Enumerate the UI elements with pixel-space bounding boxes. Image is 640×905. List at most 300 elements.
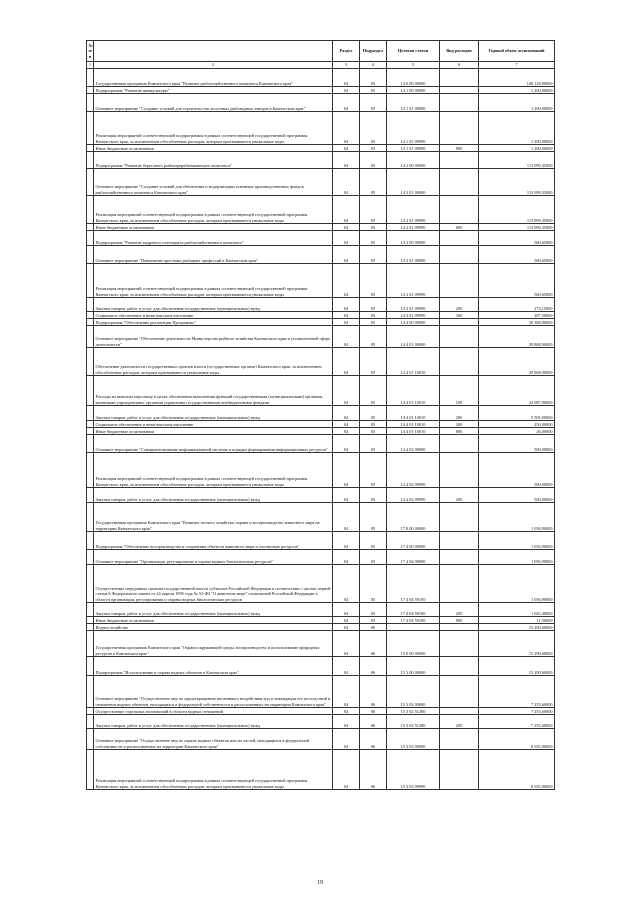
cell-razdel: 04 <box>333 550 360 565</box>
cell-amount: 29 868,90000 <box>479 348 555 376</box>
cell-csr: 14 3 00 00000 <box>387 231 440 246</box>
cell-amount: 250,00000 <box>479 421 555 428</box>
cell-num <box>87 69 94 87</box>
cell-name: Основное мероприятие "Повышение престижа рыбацких профессий в Камчатском крае" <box>94 246 333 264</box>
cell-razdel: 04 <box>333 435 360 453</box>
cell-razdel: 04 <box>333 708 360 715</box>
cell-razdel: 04 <box>333 298 360 312</box>
cell-amount: 113 999,35000 <box>479 169 555 196</box>
table-row <box>87 550 555 565</box>
cell-name: Закупка товаров, работ и услуг для обеспечения государственных (муниципальных) нужд <box>94 298 333 312</box>
table-row <box>87 657 555 676</box>
cell-name: Основное мероприятие "Организация, регулирование и охрана водных биологических ресурсов" <box>94 550 333 565</box>
cell-vr: 800 <box>440 224 479 231</box>
page-number: 19 <box>317 880 323 886</box>
column-number: 6 <box>440 62 479 69</box>
cell-amount: 560,65000 <box>479 264 555 298</box>
cell-vr <box>440 169 479 196</box>
cell-csr: 17 4 04 00000 <box>387 550 440 565</box>
cell-razdel: 04 <box>333 87 360 94</box>
cell-name: Основное мероприятие "Совершенствование информационной системы и порядка формирования информационных ресурсов" <box>94 435 333 453</box>
table-row <box>87 503 555 532</box>
cell-csr: 14 3 01 09990 <box>387 298 440 312</box>
cell-amount: 146 128,90000 <box>479 69 555 87</box>
cell-name: Расходы на выплаты персоналу в целях обеспечения выполнения функций государственными (муниципальными) органами, казенными учреждениями, органами управления государственными внебюджетными фондами <box>94 376 333 406</box>
cell-num <box>87 708 94 715</box>
cell-csr: 15 3 02 51280 <box>387 715 440 729</box>
cell-csr: 14 4 01 10010 <box>387 376 440 406</box>
cell-amount: 1 056,90000 <box>479 550 555 565</box>
cell-num <box>87 298 94 312</box>
cell-csr: 14 2 01 09990 <box>387 196 440 224</box>
cell-amount: 26,00000 <box>479 428 555 435</box>
header-csr: Целевая статья <box>387 41 440 62</box>
cell-vr <box>440 729 479 750</box>
cell-amount: 500,00000 <box>479 488 555 503</box>
cell-podrazdel: 05 <box>360 376 387 406</box>
cell-vr <box>440 264 479 298</box>
table-row <box>87 715 555 729</box>
cell-num <box>87 196 94 224</box>
cell-podrazdel: 05 <box>360 421 387 428</box>
cell-vr <box>440 348 479 376</box>
cell-num <box>87 376 94 406</box>
cell-razdel: 04 <box>333 503 360 532</box>
cell-razdel: 04 <box>333 145 360 152</box>
table-row <box>87 264 555 298</box>
cell-amount: 24 087,90000 <box>479 376 555 406</box>
cell-podrazdel: 06 <box>360 657 387 676</box>
cell-name: Основное мероприятие "Создание условий для строительства лососевых рыбоводных заводов в Камчатском крае" <box>94 94 333 112</box>
cell-num <box>87 488 94 503</box>
cell-csr: 15 0 00 00000 <box>387 631 440 657</box>
cell-csr: 17 4 04 59100 <box>387 565 440 603</box>
cell-podrazdel: 05 <box>360 550 387 565</box>
table-row <box>87 428 555 435</box>
cell-num <box>87 246 94 264</box>
table-row <box>87 729 555 750</box>
cell-amount: 113 999,35000 <box>479 224 555 231</box>
cell-vr <box>440 676 479 708</box>
cell-razdel: 04 <box>333 169 360 196</box>
cell-amount: 30 368,90000 <box>479 319 555 326</box>
cell-podrazdel: 06 <box>360 631 387 657</box>
cell-razdel: 04 <box>333 319 360 326</box>
column-number: 1 <box>87 62 94 69</box>
cell-csr <box>387 624 440 631</box>
cell-vr <box>440 152 479 169</box>
cell-name: Подпрограмма "Развитие кадрового потенциала рыбохозяйственного комплекса" <box>94 231 333 246</box>
table-row <box>87 488 555 503</box>
cell-vr: 200 <box>440 406 479 421</box>
cell-name: Подпрограмма "Использование и охрана водных объектов в Камчатском крае" <box>94 657 333 676</box>
cell-vr: 200 <box>440 298 479 312</box>
table-row <box>87 326 555 348</box>
cell-name: Иные бюджетные ассигнования <box>94 224 333 231</box>
table-row <box>87 348 555 376</box>
cell-name: Государственная программа Камчатского края "Охрана окружающей среды, воспроизводство и использование природных ресурсов в Камчатском крае" <box>94 631 333 657</box>
cell-csr: 14 2 01 09990 <box>387 224 440 231</box>
cell-razdel: 04 <box>333 376 360 406</box>
cell-num <box>87 624 94 631</box>
budget-sheet <box>86 40 554 790</box>
header-amount: Годовой объем ассигнований <box>479 41 555 62</box>
cell-amount: 1 045,40000 <box>479 603 555 617</box>
cell-vr <box>440 708 479 715</box>
cell-csr: 17 4 00 00000 <box>387 532 440 550</box>
cell-podrazdel: 05 <box>360 145 387 152</box>
cell-name: Государственная программа Камчатского края "Развитие лесного хозяйства, охрана и воспроизводство животного мира на территории Камчатского края" <box>94 503 333 532</box>
cell-amount: 1 200,00000 <box>479 112 555 145</box>
cell-csr: 14 1 01 00000 <box>387 94 440 112</box>
cell-amount: 1 056,90000 <box>479 532 555 550</box>
table-row <box>87 94 555 112</box>
cell-amount: 560,65000 <box>479 246 555 264</box>
cell-razdel: 04 <box>333 224 360 231</box>
cell-razdel: 04 <box>333 715 360 729</box>
cell-razdel: 04 <box>333 617 360 624</box>
cell-razdel: 04 <box>333 348 360 376</box>
cell-vr <box>440 326 479 348</box>
cell-num <box>87 657 94 676</box>
cell-name: Закупка товаров, работ и услуг для обеспечения государственных (муниципальных) нужд <box>94 406 333 421</box>
table-row <box>87 112 555 145</box>
cell-amount: 5 505,00000 <box>479 406 555 421</box>
cell-amount: 287,50000 <box>479 312 555 319</box>
cell-razdel: 04 <box>333 326 360 348</box>
cell-razdel: 04 <box>333 69 360 87</box>
cell-podrazdel: 05 <box>360 503 387 532</box>
table-row <box>87 421 555 428</box>
cell-vr <box>440 319 479 326</box>
cell-podrazdel: 06 <box>360 750 387 790</box>
cell-vr <box>440 69 479 87</box>
cell-csr: 17 0 00 00000 <box>387 503 440 532</box>
cell-amount: 1 200,00000 <box>479 87 555 94</box>
cell-csr: 14 4 00 00000 <box>387 319 440 326</box>
table-row <box>87 145 555 152</box>
cell-csr: 14 3 01 00000 <box>387 246 440 264</box>
cell-amount: 113 999,35000 <box>479 196 555 224</box>
table-row <box>87 246 555 264</box>
cell-vr <box>440 624 479 631</box>
cell-name: Иные бюджетные ассигнования <box>94 428 333 435</box>
cell-podrazdel: 06 <box>360 708 387 715</box>
cell-num <box>87 224 94 231</box>
cell-csr: 14 4 01 10010 <box>387 421 440 428</box>
cell-vr <box>440 87 479 94</box>
cell-podrazdel: 05 <box>360 603 387 617</box>
cell-csr: 14 1 01 09990 <box>387 112 440 145</box>
cell-csr: 14 4 01 10010 <box>387 428 440 435</box>
cell-name: Осуществление переданных органам государственной власти субъектов Российской Федерации в соответствии с частью первой статьи 6 Федерального закона от 24 апреля 1995 года № 52-ФЗ "О животном мире" полномочий Российской Федерации в области организации, регулирования и охраны водных биологических ресурсов <box>94 565 333 603</box>
cell-csr: 14 1 01 09990 <box>387 145 440 152</box>
cell-vr <box>440 750 479 790</box>
cell-csr: 14 2 00 00000 <box>387 152 440 169</box>
cell-csr: 14 1 00 00000 <box>387 87 440 94</box>
cell-vr <box>440 453 479 488</box>
cell-podrazdel: 05 <box>360 169 387 196</box>
table-row <box>87 676 555 708</box>
cell-vr: 200 <box>440 488 479 503</box>
table-row <box>87 624 555 631</box>
cell-podrazdel: 05 <box>360 246 387 264</box>
table-row <box>87 231 555 246</box>
header-razdel: Раздел <box>333 41 360 62</box>
cell-razdel: 04 <box>333 488 360 503</box>
table-row <box>87 298 555 312</box>
cell-name: Подпрограмма "Развитие берегового рыбоперерабатывающего комплекса" <box>94 152 333 169</box>
cell-amount: 113 999,35000 <box>479 152 555 169</box>
cell-csr: 15 3 03 00000 <box>387 729 440 750</box>
cell-num <box>87 453 94 488</box>
cell-amount: 7 255,60000 <box>479 676 555 708</box>
cell-vr: 800 <box>440 145 479 152</box>
cell-csr: 15 3 00 00000 <box>387 657 440 676</box>
cell-num <box>87 503 94 532</box>
table-row <box>87 69 555 87</box>
cell-razdel: 04 <box>333 312 360 319</box>
header-row <box>87 41 555 62</box>
cell-num <box>87 676 94 708</box>
cell-razdel: 04 <box>333 112 360 145</box>
cell-podrazdel: 06 <box>360 715 387 729</box>
cell-vr <box>440 565 479 603</box>
cell-razdel: 04 <box>333 624 360 631</box>
cell-razdel: 04 <box>333 729 360 750</box>
cell-podrazdel: 05 <box>360 565 387 603</box>
budget-table <box>86 40 555 790</box>
cell-amount: 7 255,60000 <box>479 708 555 715</box>
table-row <box>87 631 555 657</box>
column-number: 5 <box>387 62 440 69</box>
cell-razdel: 04 <box>333 406 360 421</box>
table-body <box>87 69 555 790</box>
cell-podrazdel: 05 <box>360 231 387 246</box>
header-name <box>94 41 333 62</box>
header-vr: Вид расходов <box>440 41 479 62</box>
cell-name: Основное мероприятие "Осуществление мер по охране водных объектов или их частей, находящихся в федеральной собственности и расположенных на территории Камчатского края" <box>94 729 333 750</box>
cell-num <box>87 264 94 298</box>
table-row <box>87 532 555 550</box>
cell-csr: 14 0 00 00000 <box>387 69 440 87</box>
cell-amount: 8 035,00000 <box>479 750 555 790</box>
cell-csr: 14 4 02 09990 <box>387 488 440 503</box>
cell-num <box>87 406 94 421</box>
table-row <box>87 152 555 169</box>
cell-amount: 1 200,00000 <box>479 145 555 152</box>
column-number: 4 <box>360 62 387 69</box>
cell-name: Подпрограмма "Обеспечение реализации Программы" <box>94 319 333 326</box>
cell-amount: 15 290,60000 <box>479 624 555 631</box>
cell-razdel: 04 <box>333 264 360 298</box>
cell-podrazdel: 06 <box>360 624 387 631</box>
table-row <box>87 87 555 94</box>
cell-num <box>87 428 94 435</box>
cell-name: Водное хозяйство <box>94 624 333 631</box>
cell-vr <box>440 231 479 246</box>
cell-podrazdel: 05 <box>360 453 387 488</box>
cell-name: Реализация мероприятий соответствующей подпрограммы в рамках соответствующей государственной программы Камчатского края, за исключением обособленных расходов, которым присваиваются уникальные коды <box>94 750 333 790</box>
cell-vr <box>440 657 479 676</box>
cell-num <box>87 231 94 246</box>
cell-name: Реализация мероприятий соответствующей подпрограммы в рамках соответствующей государственной программы Камчатского края, за исключением обособленных расходов, которым присваиваются уникальные коды <box>94 264 333 298</box>
cell-num <box>87 715 94 729</box>
cell-csr: 14 4 02 00000 <box>387 435 440 453</box>
cell-num <box>87 435 94 453</box>
cell-name: Государственная программа Камчатского края "Развитие рыбохозяйственного комплекса Камчатского края" <box>94 69 333 87</box>
cell-amount: 11,50000 <box>479 617 555 624</box>
cell-amount: 7 255,60000 <box>479 715 555 729</box>
cell-name: Обеспечение деятельности государственных органов власти (государственных органов) Камчатского края, за исключением обособленных расходов, которым присваиваются уникальные коды <box>94 348 333 376</box>
cell-amount: 1 200,00000 <box>479 94 555 112</box>
cell-podrazdel: 05 <box>360 532 387 550</box>
cell-amount: 15 290,60000 <box>479 657 555 676</box>
cell-name: Осуществление отдельных полномочий в области водных отношений <box>94 708 333 715</box>
cell-num <box>87 152 94 169</box>
cell-name: Социальное обеспечение и иные выплаты населению <box>94 421 333 428</box>
cell-podrazdel: 05 <box>360 617 387 624</box>
table-row <box>87 196 555 224</box>
cell-vr <box>440 196 479 224</box>
cell-num <box>87 145 94 152</box>
cell-podrazdel: 05 <box>360 224 387 231</box>
cell-csr: 14 2 01 00000 <box>387 169 440 196</box>
cell-name: Иные бюджетные ассигнования <box>94 617 333 624</box>
column-number-row <box>87 62 555 69</box>
cell-name: Основное мероприятие "Осуществление мер по предотвращению негативного воздействия вод и ликвидации его последствий в отношении водных объектов, находящихся в федеральной собственности и расположенных на территории Камчатского края" <box>94 676 333 708</box>
cell-amount: 500,00000 <box>479 435 555 453</box>
cell-podrazdel: 05 <box>360 428 387 435</box>
cell-podrazdel: 05 <box>360 319 387 326</box>
cell-podrazdel: 05 <box>360 94 387 112</box>
cell-razdel: 04 <box>333 657 360 676</box>
cell-csr: 17 4 04 59100 <box>387 617 440 624</box>
cell-amount: 29 868,90000 <box>479 326 555 348</box>
cell-num <box>87 603 94 617</box>
cell-name: Реализация мероприятий соответствующей подпрограммы в рамках соответствующей государственной программы Камчатского края, за исключением обособленных расходов, которым присваиваются уникальные коды <box>94 112 333 145</box>
cell-vr <box>440 435 479 453</box>
cell-razdel: 04 <box>333 453 360 488</box>
cell-num <box>87 94 94 112</box>
table-row <box>87 708 555 715</box>
cell-num <box>87 348 94 376</box>
cell-podrazdel: 06 <box>360 729 387 750</box>
cell-vr <box>440 112 479 145</box>
cell-podrazdel: 05 <box>360 435 387 453</box>
cell-podrazdel: 05 <box>360 348 387 376</box>
column-number: 2 <box>94 62 333 69</box>
cell-podrazdel: 05 <box>360 312 387 319</box>
table-row <box>87 750 555 790</box>
table-row <box>87 406 555 421</box>
cell-amount: 560,65000 <box>479 231 555 246</box>
table-row <box>87 312 555 319</box>
cell-csr: 15 3 03 09990 <box>387 750 440 790</box>
cell-name: Реализация мероприятий соответствующей подпрограммы в рамках соответствующей государственной программы Камчатского края, за исключением обособленных расходов, которым присваиваются уникальные коды <box>94 196 333 224</box>
cell-podrazdel: 06 <box>360 676 387 708</box>
cell-vr: 800 <box>440 428 479 435</box>
cell-num <box>87 565 94 603</box>
cell-csr: 15 3 02 51280 <box>387 708 440 715</box>
cell-razdel: 04 <box>333 603 360 617</box>
cell-razdel: 04 <box>333 196 360 224</box>
cell-num <box>87 550 94 565</box>
cell-vr <box>440 550 479 565</box>
cell-razdel: 04 <box>333 152 360 169</box>
table-row <box>87 376 555 406</box>
cell-csr: 14 3 01 09990 <box>387 264 440 298</box>
cell-podrazdel: 05 <box>360 87 387 94</box>
header-num: № п/п <box>87 41 94 62</box>
cell-num <box>87 631 94 657</box>
cell-razdel: 04 <box>333 676 360 708</box>
cell-num <box>87 319 94 326</box>
cell-vr: 800 <box>440 617 479 624</box>
cell-vr <box>440 246 479 264</box>
cell-csr: 14 4 02 09990 <box>387 453 440 488</box>
cell-razdel: 04 <box>333 532 360 550</box>
cell-name: Подпрограмма "Развитие аквакультуры" <box>94 87 333 94</box>
cell-podrazdel: 05 <box>360 69 387 87</box>
table-row <box>87 453 555 488</box>
cell-num <box>87 532 94 550</box>
cell-podrazdel: 05 <box>360 152 387 169</box>
cell-amount: 1 056,90000 <box>479 565 555 603</box>
cell-podrazdel: 05 <box>360 326 387 348</box>
cell-razdel: 04 <box>333 231 360 246</box>
cell-csr: 14 3 01 09990 <box>387 312 440 319</box>
cell-name: Социальное обеспечение и иные выплаты населению <box>94 312 333 319</box>
cell-num <box>87 729 94 750</box>
cell-razdel: 04 <box>333 94 360 112</box>
cell-num <box>87 326 94 348</box>
table-row <box>87 565 555 603</box>
cell-vr <box>440 532 479 550</box>
cell-amount: 273,15000 <box>479 298 555 312</box>
cell-name: Подпрограмма "Обеспечение воспроизводства и сохранения объектов животного мира и охотничьих ресурсов" <box>94 532 333 550</box>
column-number: 3 <box>333 62 360 69</box>
cell-vr: 200 <box>440 715 479 729</box>
cell-amount: 8 035,00000 <box>479 729 555 750</box>
cell-name: Реализация мероприятий соответствующей подпрограммы в рамках соответствующей государственной программы Камчатского края, за исключением обособленных расходов, которым присваиваются уникальные коды <box>94 453 333 488</box>
cell-name: Закупка товаров, работ и услуг для обеспечения государственных (муниципальных) нужд <box>94 488 333 503</box>
cell-vr: 300 <box>440 312 479 319</box>
cell-razdel: 04 <box>333 428 360 435</box>
table-row <box>87 319 555 326</box>
cell-vr <box>440 94 479 112</box>
cell-podrazdel: 05 <box>360 298 387 312</box>
cell-name: Иные бюджетные ассигнования <box>94 145 333 152</box>
cell-podrazdel: 05 <box>360 196 387 224</box>
cell-num <box>87 112 94 145</box>
cell-num <box>87 312 94 319</box>
cell-razdel: 04 <box>333 565 360 603</box>
cell-amount: 15 290,60000 <box>479 631 555 657</box>
cell-num <box>87 421 94 428</box>
cell-csr: 15 3 02 00000 <box>387 676 440 708</box>
cell-num <box>87 87 94 94</box>
cell-vr: 200 <box>440 603 479 617</box>
cell-podrazdel: 05 <box>360 264 387 298</box>
table-row <box>87 617 555 624</box>
cell-name: Закупка товаров, работ и услуг для обеспечения государственных (муниципальных) нужд <box>94 603 333 617</box>
cell-num <box>87 617 94 624</box>
cell-razdel: 04 <box>333 631 360 657</box>
cell-vr: 100 <box>440 376 479 406</box>
cell-name: Закупка товаров, работ и услуг для обеспечения государственных (муниципальных) нужд <box>94 715 333 729</box>
header-podrazdel: Подраздел <box>360 41 387 62</box>
